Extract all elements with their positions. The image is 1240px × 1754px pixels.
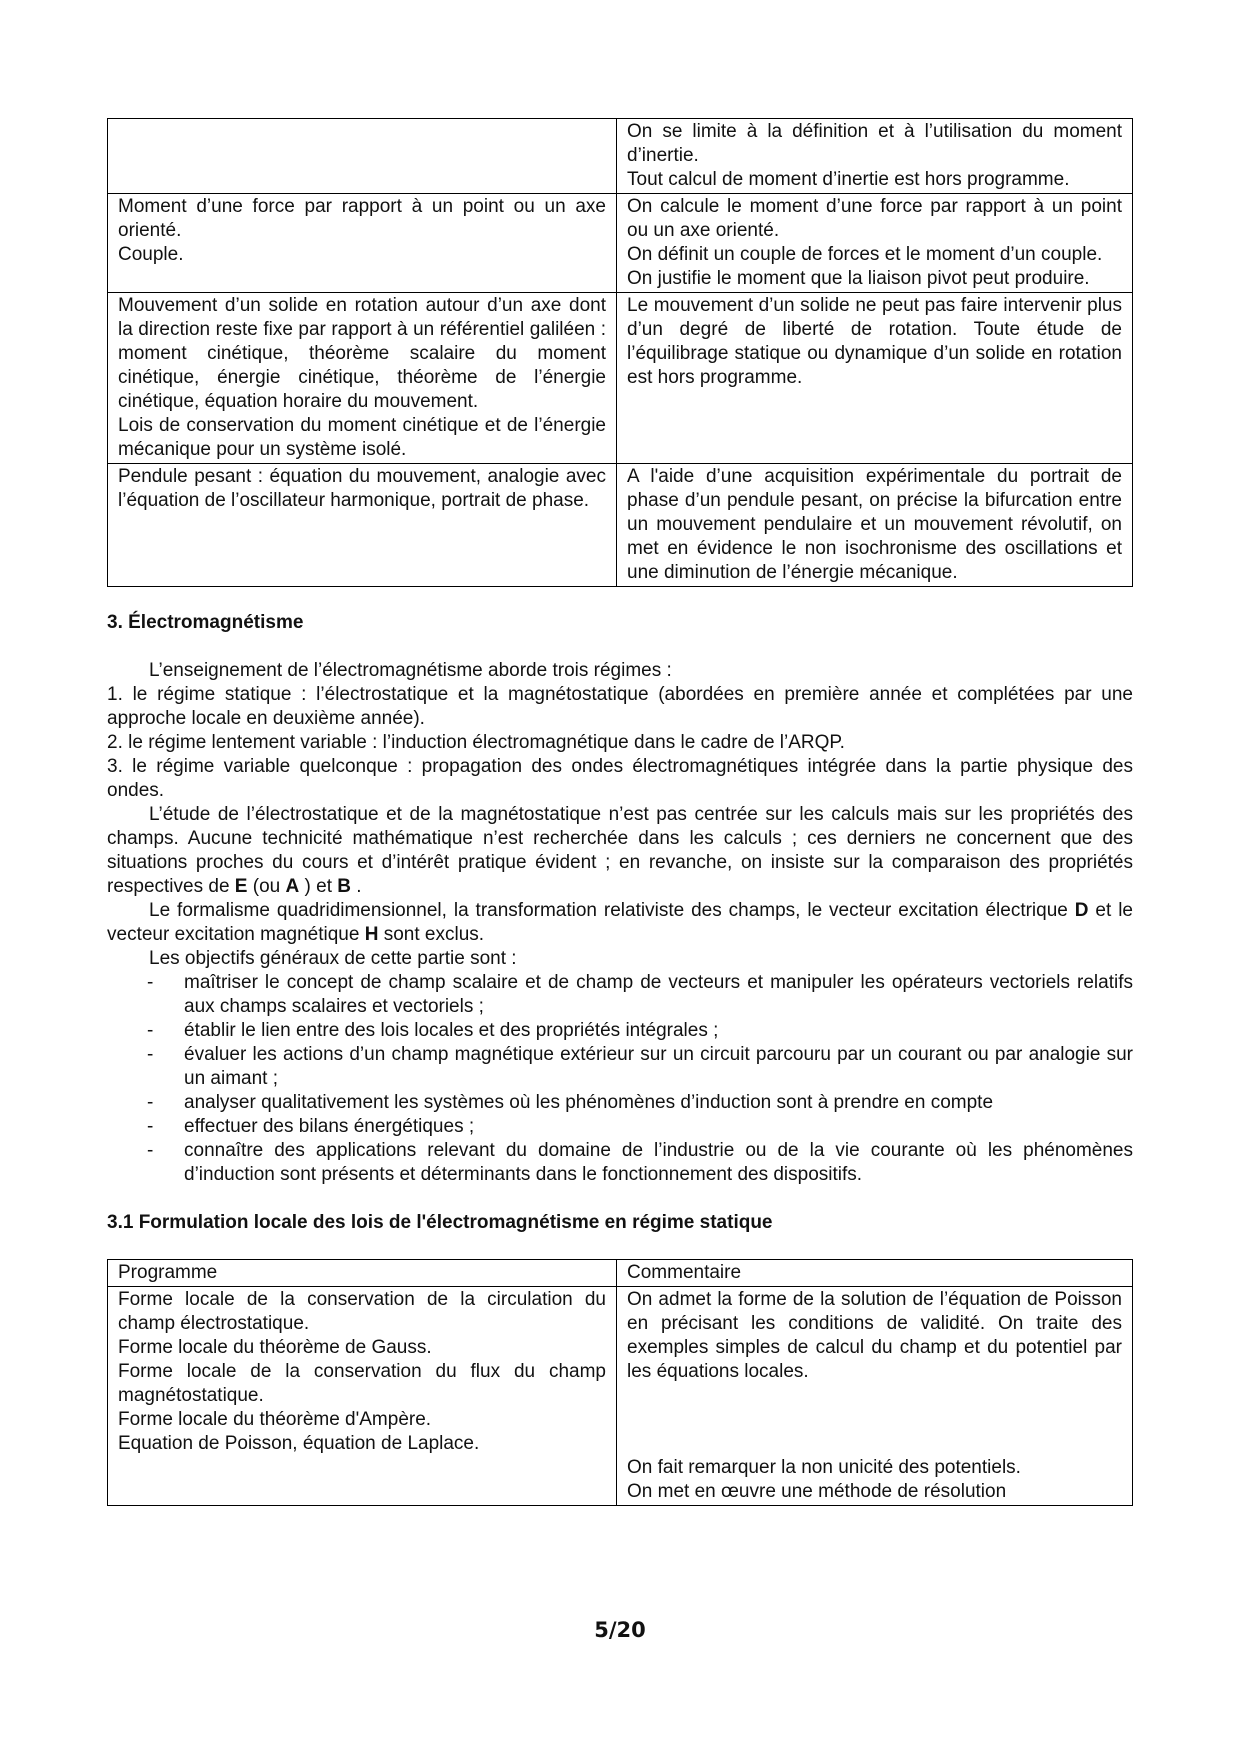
- section-heading-electromagnetism: 3. Électromagnétisme: [107, 612, 304, 633]
- table-cell-comment: [617, 119, 1133, 194]
- paragraph-text: L’étude de l’électrostatique et de la magnétostatique n’est pas centrée sur les calculs mais sur les propriétés des champs. Aucune technicité mathématique n’est recherchée dans les calculs ; ces derniers ne concernent que des situations proches du cours et d’intérêt pratique évident ; en revanche, on insiste sur la comparaison des propriétés respectives de: [107, 804, 1133, 897]
- comment-line: On fait remarquer la non unicité des potentiels.: [627, 1457, 1021, 1478]
- comment-line: On admet la forme de la solution de l’équation de Poisson en précisant les conditions de validité. On traite des exemples simples de calcul du champ et du potentiel par les équations locales.: [627, 1289, 1122, 1382]
- list-item: [107, 1115, 1133, 1139]
- paragraph-text: Le formalisme quadridimensionnel, la transformation relativiste des champs, le vecteur excitation électrique: [149, 900, 1075, 921]
- dash-bullet: -: [147, 972, 154, 993]
- list-item-text: établir le lien entre des lois locales et des propriétés intégrales ;: [184, 1020, 719, 1041]
- comment-line: A l'aide d’une acquisition expérimentale du portrait de phase d’un pendule pesant, on précise la bifurcation entre un mouvement pendulaire et un mouvement révolutif, on met en évidence le non isochronisme des oscillations et une diminution de l’énergie mécanique.: [627, 466, 1122, 583]
- table-row: [108, 119, 1133, 194]
- list-item: [107, 1019, 1133, 1043]
- comment-line: On définit un couple de forces et le moment d’un couple.: [627, 244, 1103, 265]
- program-line: Forme locale du théorème de Gauss.: [118, 1337, 432, 1358]
- table-row: [108, 194, 1133, 293]
- program-table-statics: [107, 1259, 1133, 1506]
- column-header-program: Programme: [108, 1260, 617, 1287]
- dash-bullet: -: [147, 1044, 154, 1065]
- paragraph-text: .: [351, 876, 362, 897]
- paragraph-statics: [107, 803, 1133, 899]
- program-line: Forme locale de la conservation de la circulation du champ électrostatique.: [118, 1289, 606, 1334]
- table-cell-comment: [617, 293, 1133, 464]
- dash-bullet: -: [147, 1092, 154, 1113]
- table-cell-program: [108, 1287, 617, 1506]
- table-cell-comment: [617, 194, 1133, 293]
- list-item-text: évaluer les actions d’un champ magnétique extérieur sur un circuit parcouru par un courant ou par analogie sur un aimant ;: [184, 1044, 1133, 1089]
- list-item-text: connaître des applications relevant du domaine de l’industrie ou de la vie courante où les phénomènes d’induction sont présents et déterminants dans le fonctionnement des dispositifs.: [184, 1140, 1133, 1185]
- vector-symbol: E: [234, 876, 248, 897]
- table-header-row: [108, 1260, 1133, 1287]
- paragraph-text: ) et: [299, 876, 338, 897]
- list-item-text: effectuer des bilans énergétiques ;: [184, 1116, 475, 1137]
- objectives-intro: Les objectifs généraux de cette partie sont :: [149, 948, 517, 969]
- vector-symbol: D: [1074, 900, 1089, 921]
- dash-bullet: -: [147, 1020, 154, 1041]
- paragraph-text: sont exclus.: [378, 924, 485, 945]
- program-line: Moment d’une force par rapport à un point ou un axe orienté.: [118, 196, 606, 241]
- program-table-mechanics: [107, 118, 1133, 587]
- page-number: 5/20: [594, 1618, 646, 1642]
- program-line: Forme locale du théorème d'Ampère.: [118, 1409, 432, 1430]
- comment-line: On se limite à la définition et à l’utilisation du moment d’inertie.: [627, 121, 1122, 166]
- comment-line: Tout calcul de moment d’inertie est hors programme.: [627, 169, 1070, 190]
- table-cell-program: [108, 194, 617, 293]
- comment-line: On justifie le moment que la liaison pivot peut produire.: [627, 268, 1090, 289]
- regime-item: 3. le régime variable quelconque : propagation des ondes électromagnétiques intégrée dans la partie physique des ondes.: [107, 756, 1133, 801]
- regime-item: 1. le régime statique : l’électrostatique et la magnétostatique (abordées en première année et complétées par une approche locale en deuxième année).: [107, 684, 1133, 729]
- program-line: Forme locale de la conservation du flux du champ magnétostatique.: [118, 1361, 606, 1406]
- table-cell-program: [108, 293, 617, 464]
- list-item: [107, 1043, 1133, 1091]
- column-header-comment: Commentaire: [617, 1260, 1133, 1287]
- objectives-list: [107, 971, 1133, 1187]
- program-line: Pendule pesant : équation du mouvement, analogie avec l’équation de l’oscillateur harmonique, portrait de phase.: [118, 466, 606, 511]
- regime-item: 2. le régime lentement variable : l’induction électromagnétique dans le cadre de l’ARQP.: [107, 732, 845, 753]
- comment-line: Le mouvement d’un solide ne peut pas faire intervenir plus d’un degré de liberté de rotation. Toute étude de l’équilibrage statique ou dynamique d’un solide en rotation est hors programme.: [627, 295, 1122, 388]
- table-cell-comment: [617, 464, 1133, 587]
- table-cell-program: [108, 119, 617, 194]
- comment-line: On calcule le moment d’une force par rapport à un point ou un axe orienté.: [627, 196, 1122, 241]
- table-row: [108, 1287, 1133, 1506]
- list-item: [107, 1139, 1133, 1187]
- vector-symbol: H: [364, 924, 379, 945]
- paragraph-text: (ou: [247, 876, 286, 897]
- comment-line: On met en œuvre une méthode de résolution: [627, 1481, 1007, 1502]
- list-item-text: maîtriser le concept de champ scalaire et de champ de vecteurs et manipuler les opérateurs vectoriels relatifs aux champs scalaires et vectoriels ;: [184, 972, 1133, 1017]
- list-item: [107, 1091, 1133, 1115]
- vector-symbol: A: [285, 876, 300, 897]
- intro-paragraph: L’enseignement de l’électromagnétisme aborde trois régimes :: [149, 660, 672, 681]
- table-cell-program: [108, 464, 617, 587]
- dash-bullet: -: [147, 1140, 154, 1161]
- paragraph-text: et le vecteur excitation magnétique: [107, 900, 1133, 945]
- table-row: [108, 464, 1133, 587]
- list-item-text: analyser qualitativement les systèmes où les phénomènes d’induction sont à prendre en compte: [184, 1092, 994, 1113]
- dash-bullet: -: [147, 1116, 154, 1137]
- page-content: [107, 118, 1133, 1506]
- program-line: Equation de Poisson, équation de Laplace.: [118, 1433, 480, 1454]
- section-heading-local-laws: 3.1 Formulation locale des lois de l'électromagnétisme en régime statique: [107, 1212, 773, 1233]
- program-line: Lois de conservation du moment cinétique et de l’énergie mécanique pour un système isolé.: [118, 415, 606, 460]
- table-row: [108, 293, 1133, 464]
- list-item: [107, 971, 1133, 1019]
- program-line: Couple.: [118, 244, 184, 265]
- program-line: Mouvement d’un solide en rotation autour d’un axe dont la direction reste fixe par rapport à un référentiel galiléen : moment cinétique, théorème scalaire du moment cinétique, énergie cinétique, théorème de l’énergie cinétique, équation horaire du mouvement.: [118, 295, 606, 412]
- table-cell-comment: [617, 1287, 1133, 1506]
- vector-symbol: B: [337, 876, 351, 897]
- comment-spacer: [627, 1384, 1122, 1456]
- paragraph-formalism: [107, 899, 1133, 947]
